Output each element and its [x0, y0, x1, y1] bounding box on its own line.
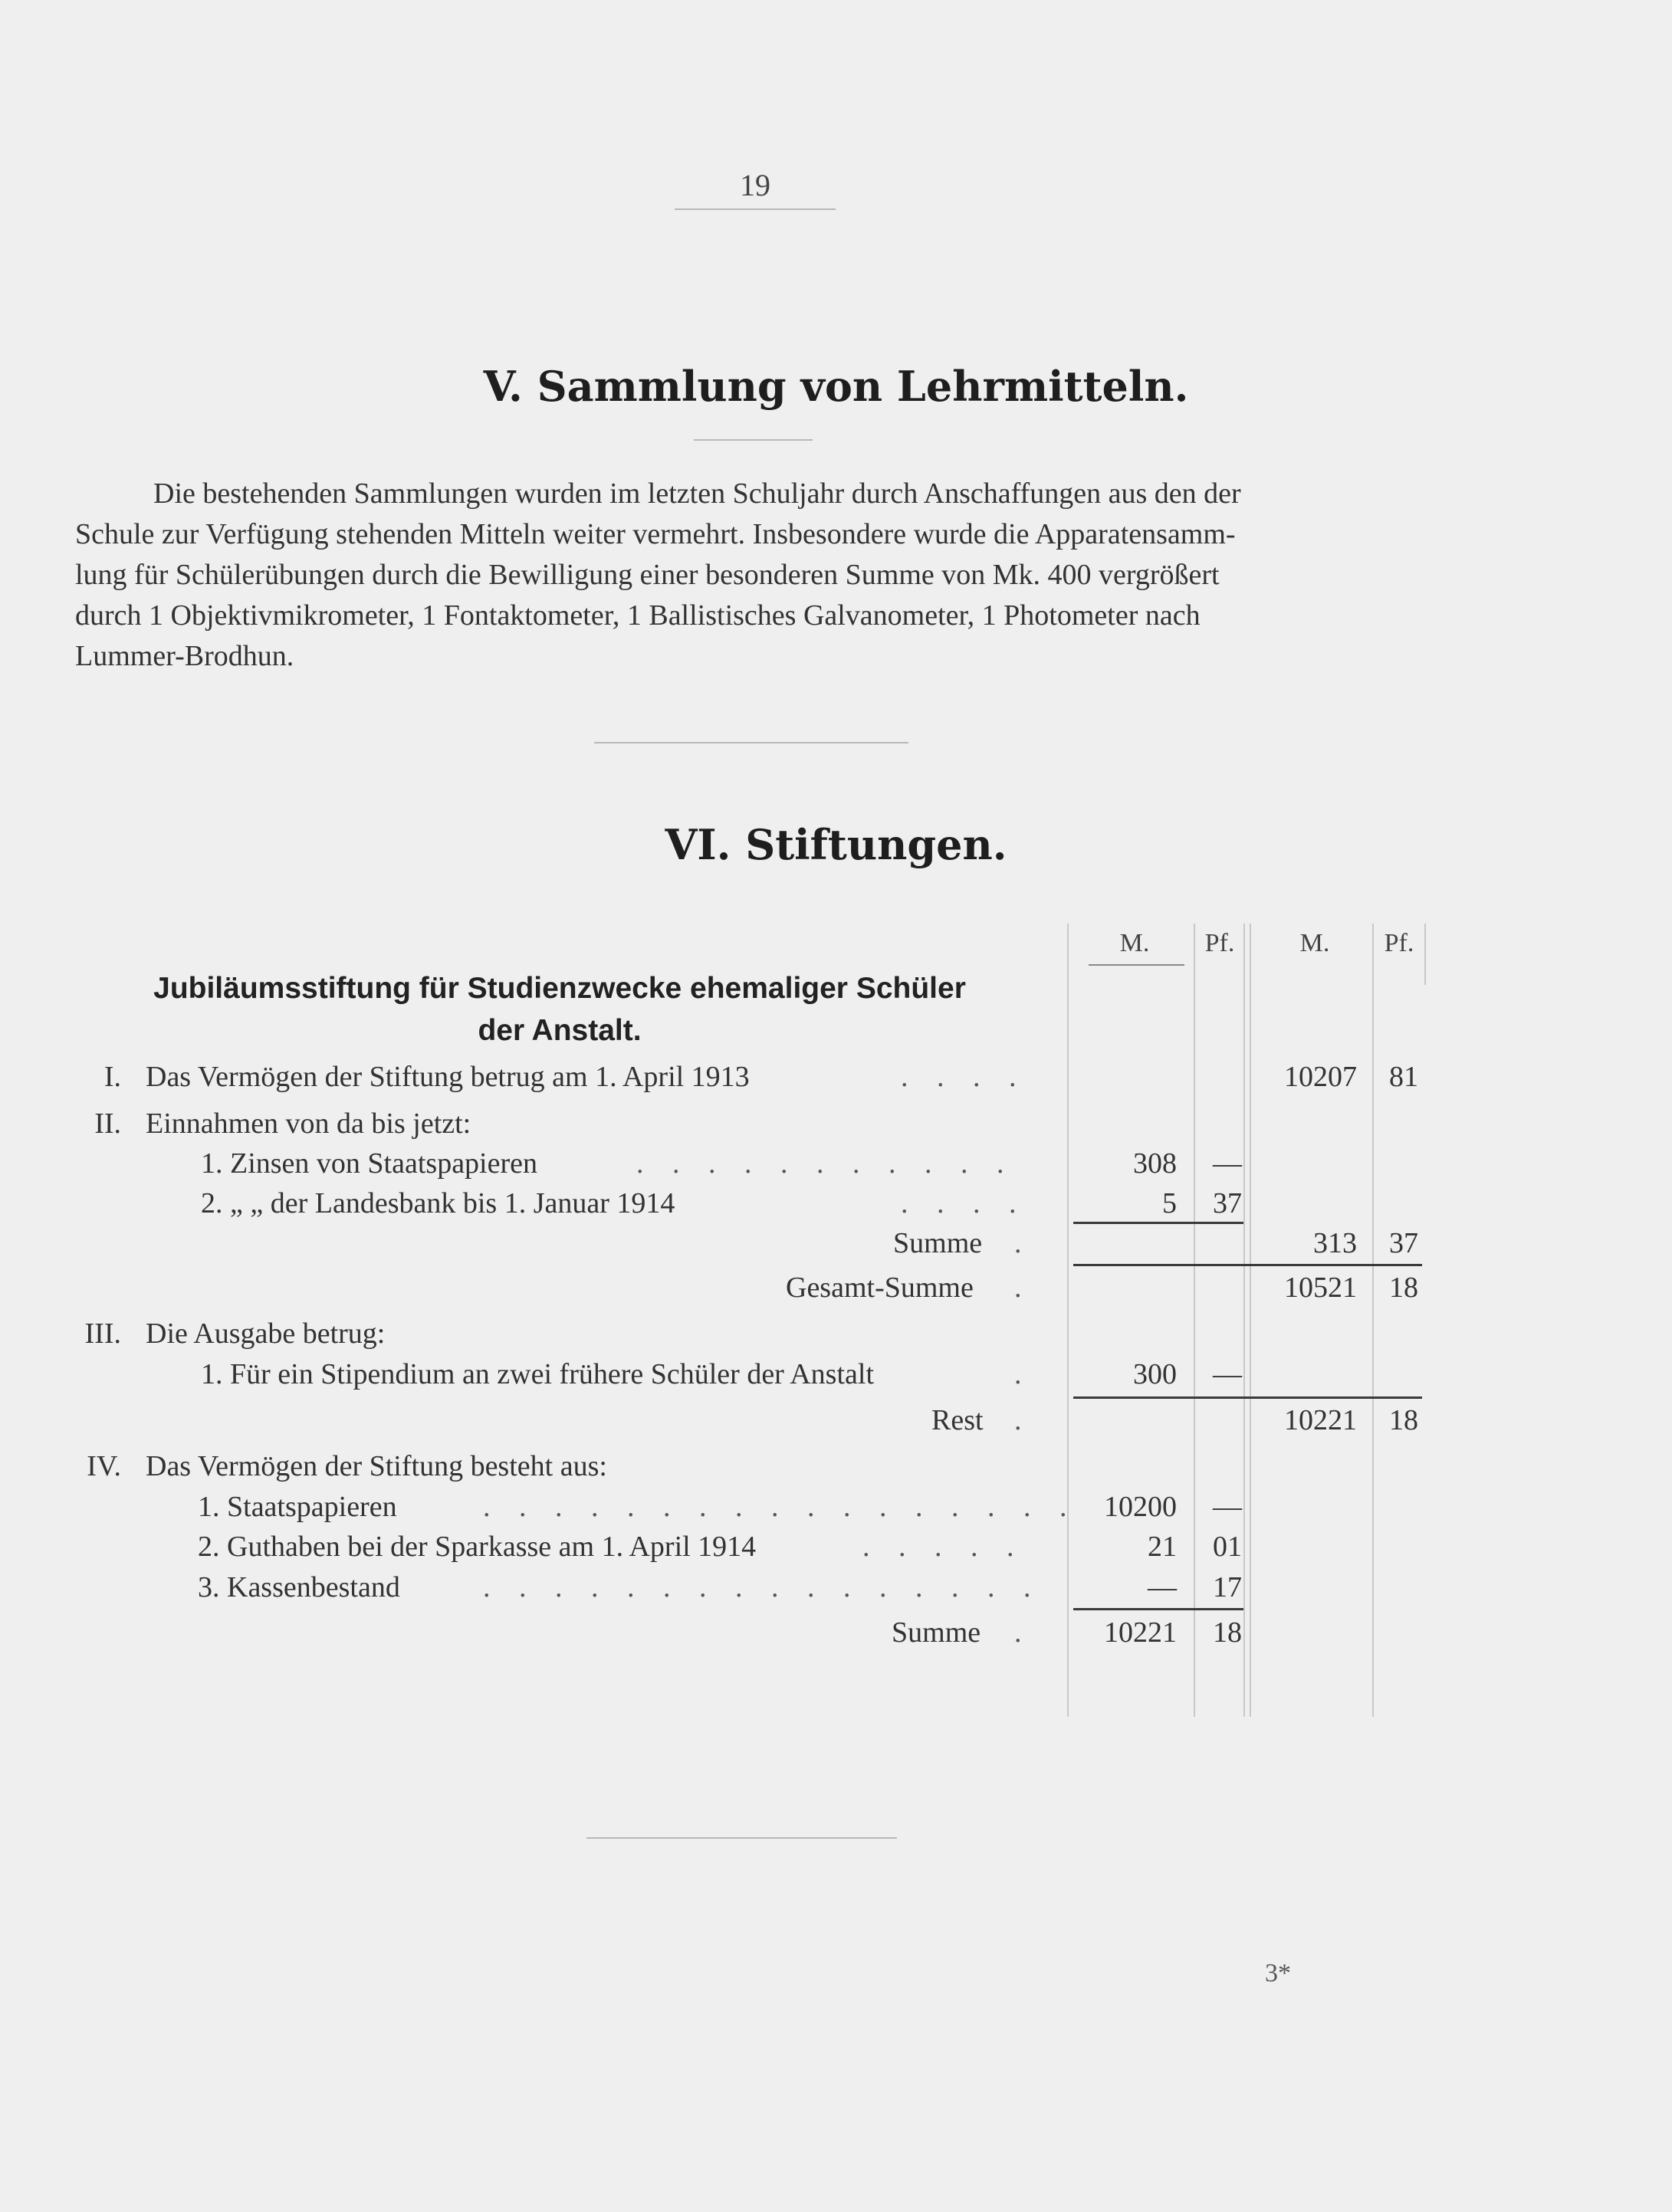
row-label: Summe [893, 1227, 983, 1259]
column-rule [1424, 924, 1426, 985]
row-label: 2. „ „ der Landesbank bis 1. Januar 1914 [201, 1187, 675, 1219]
paragraph-line-text: Die bestehenden Sammlungen wurden im letzten Schuljahr durch Anschaffungen aus den der [153, 478, 1241, 510]
cell-pfennig: — [1213, 1491, 1242, 1523]
row-label: 2. Guthaben bei der Sparkasse am 1. April 1914 [198, 1531, 757, 1563]
column-header-pfennig-1: Pf. [1204, 929, 1235, 957]
column-rule [1243, 924, 1245, 1717]
row-label: Die Ausgabe betrug: [146, 1318, 386, 1350]
cell-pfennig: — [1213, 1358, 1242, 1390]
row-leader-dots: . [1014, 1616, 1033, 1649]
cell-pfennig: 17 [1213, 1571, 1242, 1603]
cell-mark-total: 10221 [1284, 1404, 1357, 1436]
cell-pfennig-total: 18 [1389, 1404, 1418, 1436]
cell-mark: 308 [1133, 1147, 1177, 1180]
row-leader-dots: . . . . . . . . . . . . . . . . [483, 1571, 1042, 1603]
foundation-heading-line2: der Anstalt. [478, 1014, 642, 1047]
row-label: Das Vermögen der Stiftung besteht aus: [146, 1450, 607, 1482]
cell-mark: 21 [1148, 1531, 1177, 1563]
row-leader-dots: . . . . . . . . . . . . . . . . . [483, 1491, 1078, 1523]
paragraph-line: Schule zur Verfügung stehenden Mitteln weiter vermehrt. Insbesondere wurde die Apparatensamm- [75, 518, 1236, 550]
cell-mark-total: 313 [1313, 1227, 1357, 1259]
column-rule [1067, 924, 1069, 1717]
section-separator-rule [594, 742, 908, 743]
row-numeral: IV. [87, 1450, 121, 1482]
row-label: 1. Zinsen von Staatspapieren [201, 1147, 538, 1180]
row-leader-dots: . [1014, 1404, 1033, 1436]
column-rule [1372, 924, 1374, 1717]
row-label: Das Vermögen der Stiftung betrug am 1. April 1913 [146, 1061, 750, 1093]
cell-pfennig: 18 [1213, 1616, 1242, 1649]
page-number: 19 [740, 168, 770, 202]
paragraph-line [75, 474, 1426, 514]
sum-rule [1073, 1264, 1422, 1266]
column-header-mark-2: M. [1299, 929, 1330, 957]
row-leader-dots: . . . . [901, 1061, 1027, 1093]
row-leader-dots: . [1014, 1272, 1033, 1304]
cell-mark: 10221 [1104, 1616, 1177, 1649]
cell-mark: — [1148, 1571, 1177, 1603]
row-label: 1. Staatspapieren [198, 1491, 397, 1523]
column-header-mark-1: M. [1119, 929, 1150, 957]
signature-mark: 3* [1265, 1959, 1291, 1987]
column-header-pfennig-2: Pf. [1384, 929, 1414, 957]
cell-pfennig: — [1213, 1147, 1242, 1180]
sum-rule [1073, 1222, 1243, 1224]
row-leader-dots: . [1014, 1227, 1033, 1259]
column-rule [1250, 924, 1251, 1717]
cell-mark: 5 [1162, 1187, 1177, 1219]
cell-mark: 10200 [1104, 1491, 1177, 1523]
paragraph-line: lung für Schülerübungen durch die Bewilligung einer besonderen Summe von Mk. 400 vergrößert [75, 559, 1220, 591]
cell-mark: 300 [1133, 1358, 1177, 1390]
row-label: 3. Kassenbestand [198, 1571, 400, 1603]
row-leader-dots: . [1014, 1358, 1033, 1390]
row-label: Einnahmen von da bis jetzt: [146, 1108, 471, 1140]
cell-pfennig-total: 37 [1389, 1227, 1418, 1259]
sum-rule [1073, 1396, 1422, 1399]
paragraph-indent [75, 474, 153, 514]
row-leader-dots: . . . . . . . . . . . [636, 1147, 1015, 1180]
section-v-paragraph [75, 474, 1426, 677]
row-leader-dots: . . . . [901, 1187, 1027, 1219]
page-number-rule [675, 208, 836, 210]
row-label: 1. Für ein Stipendium an zwei frühere Schüler der Anstalt [201, 1358, 875, 1390]
section-v-title: V. Sammlung von Lehrmitteln. [483, 362, 1189, 411]
paragraph-line: Lummer-Brodhun. [75, 640, 294, 672]
foundation-heading [100, 967, 1020, 1052]
cell-pfennig-total: 81 [1389, 1061, 1418, 1093]
row-label: Summe [892, 1616, 981, 1649]
paragraph-line: durch 1 Objektivmikrometer, 1 Fontaktometer, 1 Ballistisches Galvanometer, 1 Photometer nach [75, 599, 1201, 632]
foundation-heading-line1: Jubiläumsstiftung für Studienzwecke ehemaliger Schüler [153, 972, 966, 1005]
row-label: Rest [931, 1404, 984, 1436]
column-rule [1194, 924, 1195, 1717]
bottom-separator-rule [586, 1837, 897, 1839]
cell-pfennig-total: 18 [1389, 1272, 1418, 1304]
section-vi-title: VI. Stiftungen. [665, 820, 1007, 869]
cell-mark-total: 10207 [1284, 1061, 1357, 1093]
row-label: Gesamt-Summe [786, 1272, 974, 1304]
row-numeral: I. [103, 1061, 121, 1093]
cell-pfennig: 37 [1213, 1187, 1242, 1219]
row-numeral: III. [84, 1318, 121, 1350]
row-numeral: II. [94, 1108, 121, 1140]
cell-pfennig: 01 [1213, 1531, 1242, 1563]
section-v-title-rule [694, 439, 813, 441]
sum-rule [1073, 1608, 1243, 1610]
row-leader-dots: . . . . . [862, 1531, 1025, 1563]
cell-mark-total: 10521 [1284, 1272, 1357, 1304]
column-header-underline [1089, 964, 1184, 966]
